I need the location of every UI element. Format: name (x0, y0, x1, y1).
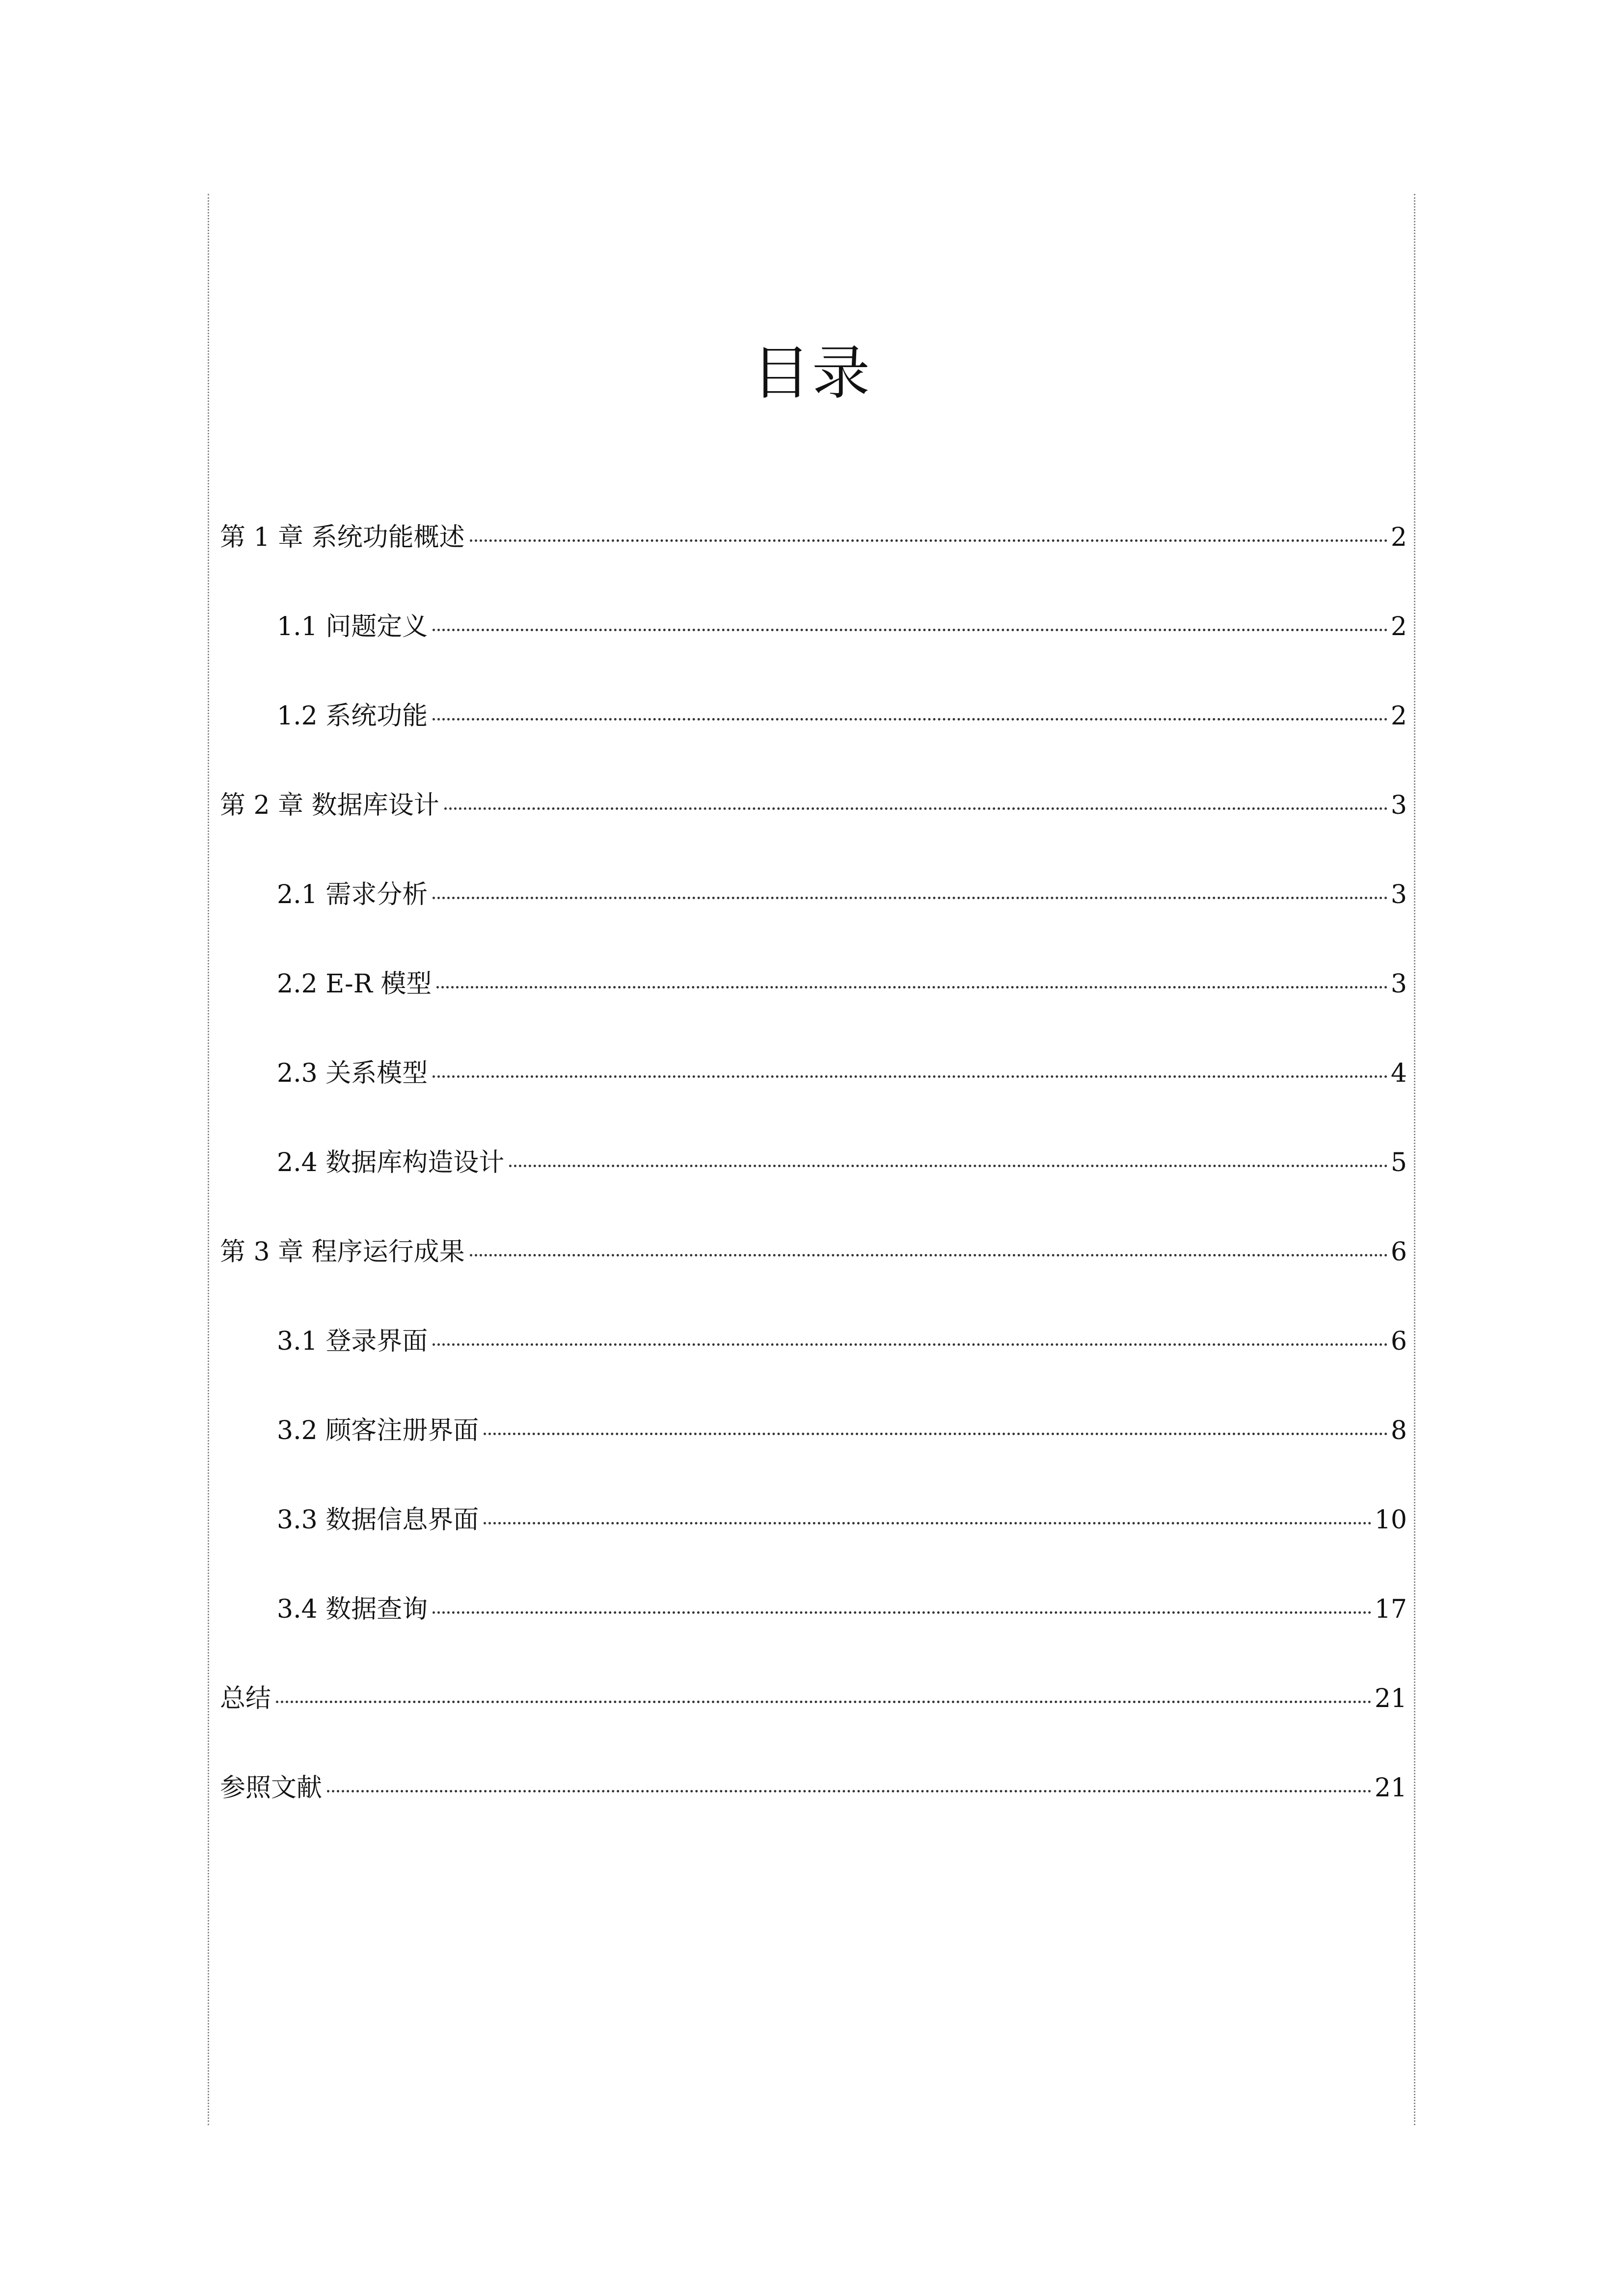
toc-dot-leader (433, 1611, 1372, 1614)
toc-entry-section-3-3[interactable] (220, 1503, 1407, 1592)
toc-dot-leader (436, 986, 1388, 988)
toc-entry-label: 3.2 顾客注册界面 (277, 1416, 479, 1445)
toc-entry-label: 第 1 章 系统功能概述 (220, 523, 465, 552)
toc-entry-references[interactable] (220, 1771, 1407, 1860)
toc-entry-section-1-2[interactable] (220, 699, 1407, 788)
toc-entry-section-2-4[interactable] (220, 1146, 1407, 1235)
toc-entry-page-number: 3 (1390, 969, 1407, 999)
toc-dot-leader (444, 807, 1388, 810)
toc-entry-page-number: 5 (1390, 1148, 1407, 1177)
toc-dot-leader (433, 629, 1388, 631)
toc-entry-chapter-2[interactable] (220, 788, 1407, 878)
toc-entry-page-number: 2 (1390, 523, 1407, 552)
toc-entry-label: 1.2 系统功能 (277, 701, 428, 731)
toc-entry-section-2-3[interactable] (220, 1056, 1407, 1146)
toc-entry-chapter-3[interactable] (220, 1235, 1407, 1324)
toc-entry-section-2-1[interactable] (220, 878, 1407, 967)
toc-entry-page-number: 4 (1390, 1059, 1407, 1088)
toc-entry-label: 第 3 章 程序运行成果 (220, 1237, 465, 1267)
toc-dot-leader (484, 1433, 1388, 1435)
toc-entry-page-number: 17 (1374, 1595, 1407, 1624)
toc-entry-page-number: 8 (1390, 1416, 1407, 1445)
toc-dot-leader (509, 1165, 1388, 1167)
toc-entry-summary[interactable] (220, 1682, 1407, 1771)
toc-entry-page-number: 6 (1390, 1237, 1407, 1267)
toc-entry-chapter-1[interactable] (220, 520, 1407, 610)
toc-entry-section-2-2[interactable] (220, 967, 1407, 1056)
toc-entry-page-number: 10 (1374, 1505, 1407, 1535)
toc-dot-leader (433, 897, 1388, 899)
toc-dot-leader (484, 1522, 1372, 1524)
toc-entry-section-3-2[interactable] (220, 1414, 1407, 1503)
toc-entry-section-3-4[interactable] (220, 1592, 1407, 1682)
toc-entry-label: 第 2 章 数据库设计 (220, 791, 439, 820)
page-margin-right-border (1414, 194, 1415, 2125)
toc-list (220, 520, 1407, 1860)
toc-entry-label: 1.1 问题定义 (277, 612, 428, 641)
toc-entry-page-number: 21 (1374, 1684, 1407, 1713)
toc-dot-leader (433, 1075, 1388, 1078)
toc-entry-label: 参照文献 (220, 1773, 323, 1803)
toc-entry-label: 3.3 数据信息界面 (277, 1505, 479, 1535)
toc-entry-label: 总结 (220, 1684, 271, 1713)
toc-entry-page-number: 3 (1390, 880, 1407, 909)
toc-entry-label: 3.1 登录界面 (277, 1327, 428, 1356)
toc-entry-page-number: 21 (1374, 1773, 1407, 1803)
toc-dot-leader (433, 1343, 1388, 1346)
toc-entry-page-number: 3 (1390, 791, 1407, 820)
toc-entry-section-3-1[interactable] (220, 1324, 1407, 1414)
toc-dot-leader (276, 1701, 1372, 1703)
toc-dot-leader (433, 718, 1388, 721)
toc-title: 目录 (752, 339, 872, 407)
toc-entry-page-number: 6 (1390, 1327, 1407, 1356)
toc-dot-leader (470, 1254, 1388, 1256)
toc-dot-leader (470, 539, 1388, 542)
toc-entry-label: 2.4 数据库构造设计 (277, 1148, 505, 1177)
toc-dot-leader (327, 1790, 1372, 1792)
toc-entry-page-number: 2 (1390, 701, 1407, 731)
toc-entry-label: 2.2 E-R 模型 (277, 969, 432, 999)
toc-entry-page-number: 2 (1390, 612, 1407, 641)
page-margin-left-border (208, 194, 209, 2125)
toc-entry-label: 3.4 数据查询 (277, 1595, 428, 1624)
toc-entry-section-1-1[interactable] (220, 610, 1407, 699)
toc-entry-label: 2.1 需求分析 (277, 880, 428, 909)
toc-entry-label: 2.3 关系模型 (277, 1059, 428, 1088)
